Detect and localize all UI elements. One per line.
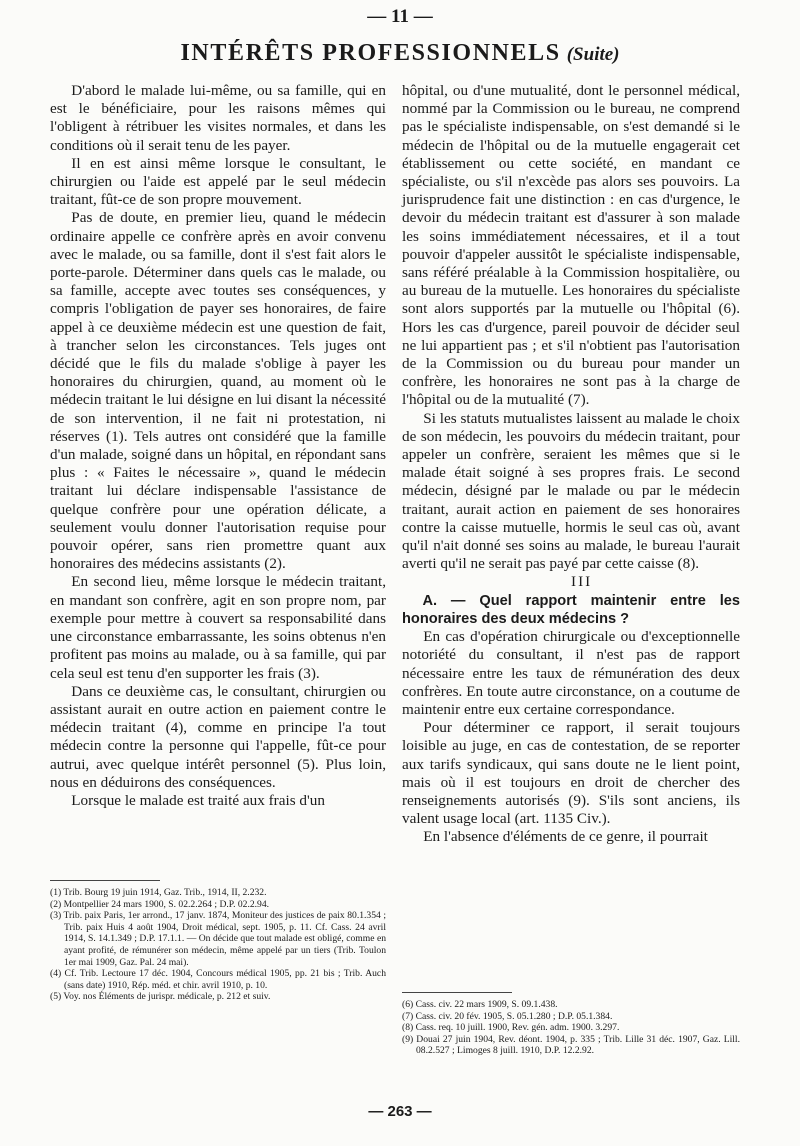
page-header-mark: — 11 — (367, 6, 433, 27)
paragraph: Il en est ainsi même lorsque le consultant, le chirurgien ou l'aide est appelé par le seul médecin traitant, fût-ce de son propre mouvement. (50, 154, 386, 209)
right-column (402, 82, 740, 847)
section-subheading: A. — Quel rapport maintenir entre les honoraires des deux médecins ? (402, 592, 740, 627)
section-number: III (571, 573, 593, 591)
footnotes-left (50, 880, 386, 1003)
paragraph: Dans ce deuxième cas, le consultant, chirurgien ou assistant aurait en outre action en paiement contre le médecin traitant (4), comme en principe l'a tout médecin contre la personne qui l'appelle, fût-ce pour autrui, avec quelque intérêt personnel (5). Plus loin, nous en déduirons des conséquences. (50, 682, 386, 791)
paragraph: Pas de doute, en premier lieu, quand le médecin ordinaire appelle ce confrère après en avoir convenu avec le malade, ou sa famille, dont il s'est fait alors le porte-parole. Déterminer dans quels cas le malade, ou sa famille, accepte avec toutes ses conséquences, y compris l'obligation de payer ses honoraires, de faire appel à ce deuxième médecin est une question de fait, à trancher selon les circonstances. Tels juges ont décidé que le fils du malade s'oblige à payer les honoraires du chirurgien, quand, au moment où le médecin traitant le lui désigne en lui disant la nécessité de son intervention, il ne fait ni protestation, ni réserves (1). Tels autres ont considéré que la famille d'un malade, soigné dans un hôpital, en répondant sans plus : « Faites le nécessaire », quand le médecin traitant lui déclare indispensable l'assistance de quelque confrère pour une opération délicate, a seulement voulu donner l'autorisation requise pour pouvoir opérer, sans rien promettre quant aux honoraires des médecins assistants (2). (50, 209, 386, 573)
footnotes-right (402, 992, 740, 1057)
footnote: (9) Douai 27 juin 1904, Rev. déont. 1904, p. 335 ; Trib. Lille 31 déc. 1907, Gaz. Lill. 08.2.527 ; Limoges 8 juill. 1910, D.P. 12.2.92. (402, 1033, 740, 1057)
footnote: (8) Cass. req. 10 juill. 1900, Rev. gén. adm. 1900. 3.297. (402, 1022, 620, 1034)
footnote: (2) Montpellier 24 mars 1900, S. 02.2.264 ; D.P. 02.2.94. (50, 898, 270, 910)
footnote: (3) Trib. paix Paris, 1er arrond., 17 janv. 1874, Moniteur des justices de paix 80.1.354 ; Trib. paix Huis 4 août 1904, Droit médical, sept. 1905, p. 11. Cf. Cass. 24 avril 1914, S. 14.1.349 ; D.P. 17.1.1. — On décide que tout malade est obligé, comme en ayant profité, de rémunérer son médecin, même appelé par un tiers (Trib. Toulon 1er mai 1909, Gaz. Pal. 24 mai). (50, 910, 386, 968)
page-title (0, 40, 800, 67)
paragraph: En l'absence d'éléments de ce genre, il pourrait (423, 828, 708, 846)
title-suite: (Suite) (566, 44, 620, 65)
title-main: INTÉRÊTS PROFESSIONNELS (180, 40, 561, 66)
footnote: (1) Trib. Bourg 19 juin 1914, Gaz. Trib., 1914, II, 2.232. (50, 887, 267, 898)
paragraph: Si les statuts mutualistes laissent au malade le choix de son médecin, les pouvoirs du médecin traitant, pour appeler un confrère, seraient les mêmes que si le malade était soigné à ses propres frais. Le second médecin, désigné par le malade ou par le médecin traitant, aurait action en paiement de ses honoraires contre la caisse mutuelle, hormis le seul cas où, avant qu'il n'ait donné ses soins au malade, le bureau l'aurait averti qu'il ne serait pas payé par cette caisse (8). (402, 409, 740, 573)
footnote: (7) Cass. civ. 20 fév. 1905, S. 05.1.280 ; D.P. 05.1.384. (402, 1010, 613, 1022)
footnote: (6) Cass. civ. 22 mars 1909, S. 09.1.438. (402, 999, 558, 1010)
paragraph: Lorsque le malade est traité aux frais d'un (71, 791, 325, 809)
left-column (50, 82, 386, 810)
footnote-rule (402, 992, 512, 993)
page-number: — 263 — (368, 1103, 432, 1120)
footnote-rule (50, 880, 160, 881)
paragraph: Pour déterminer ce rapport, il serait toujours loisible au juge, en cas de contestation, de se reporter aux tarifs syndicaux, qui sans doute ne le lient point, mais où il est toujours en droit de chercher des renseignements autorisés (9). S'ils sont anciens, ils valent usage local (art. 1135 Civ.). (402, 719, 740, 828)
paragraph: D'abord le malade lui-même, ou sa famille, qui en est le bénéficiaire, pour les raisons mêmes qui l'obligent à rétribuer les visites normales, et dans les conditions où il serait tenu de les payer. (50, 82, 386, 154)
paragraph: hôpital, ou d'une mutualité, dont le personnel médical, nommé par la Commission ou le bureau, ne comprend pas le spécialiste indispensable, on s'est demandé si le médecin de l'hôpital ou de la mutuelle engagerait cet établissement ou cette société, en mandant ce spécialiste, ou s'il n'excède pas alors ses pouvoirs. La jurisprudence fait une distinction : en cas d'urgence, le devoir du médecin traitant est d'assurer à son malade les soins immédiatement nécessaires, et il a tout pouvoir d'appeler aussitôt le spécialiste indispensable, sans référé préalable à la Commission hospitalière, ou au bureau de la mutuelle. Les honoraires du spécialiste sont alors supportés par la mutuelle ou l'hôpital (6). Hors les cas d'urgence, pareil pouvoir de décider seul ne lui appartient pas ; et s'il n'obtient pas l'autorisation de la Commission ou du bureau pour mander un confrère, les honoraires ne sont pas à la charge de l'hôpital ou de la mutualité (7). (402, 82, 740, 409)
paragraph: En second lieu, même lorsque le médecin traitant, en mandant son confrère, agit en son propre nom, par exemple pour mettre à couvert sa responsabilité dans une circonstance embarrassante, les soins obtenus n'en profitent pas moins au malade, ou à sa famille, qui par cela seul est tenu d'en supporter les frais (3). (50, 573, 386, 682)
footnote: (5) Voy. nos Éléments de jurispr. médicale, p. 212 et suiv. (50, 991, 271, 1003)
footnote: (4) Cf. Trib. Lectoure 17 déc. 1904, Concours médical 1905, pp. 21 bis ; Trib. Auch (sans date) 1910, Rép. méd. et chir. avril 1910, p. 10. (50, 968, 386, 991)
paragraph: En cas d'opération chirurgicale ou d'exceptionnelle notoriété du consultant, il n'est pas de rapport nécessaire entre les taux de rémunération des deux confrères. En toute autre circonstance, on a coutume de maintenir entre eux certaine correspondance. (402, 628, 740, 718)
